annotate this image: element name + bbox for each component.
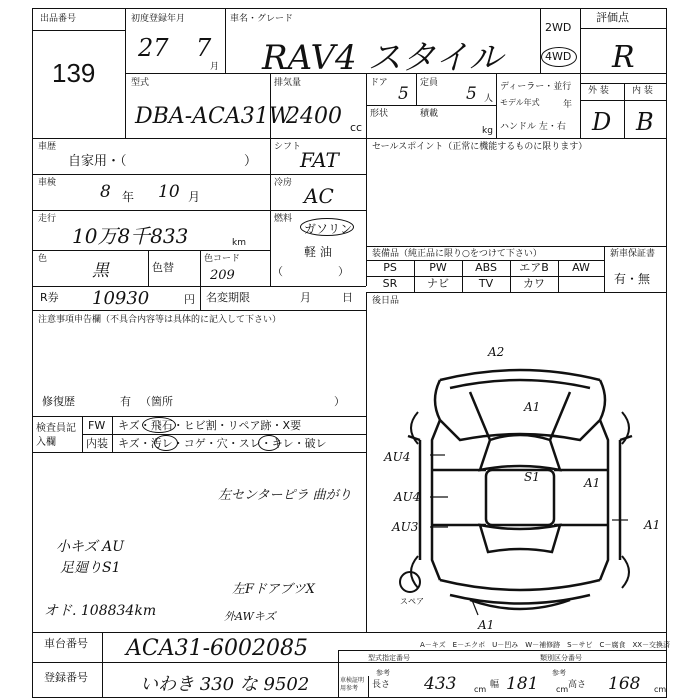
remark-3: 左FドアブツX [232,582,315,597]
diagram-label-a1-fender: A1 [584,476,601,490]
type-value: DBA-ACA31W [135,104,292,129]
interior-check-label: 内装 [86,437,108,450]
grade-label: 評価点 [596,11,629,24]
fuel-paren: （ ） [272,265,349,278]
category-label: 類別区分番号 [540,654,582,662]
fuel-diesel: 軽 油 [304,245,332,259]
damage-legend: A－キズ E－エクボ U－凹み W－補修跡 S－サビ C－腐食 XX－交換済 [420,641,671,649]
height-unit: cm [654,685,667,694]
model-year-unit: 年 [563,100,573,110]
cc-unit: cc [350,121,363,134]
r-label: R券 [40,291,59,304]
door-label: ドア [370,78,388,88]
use-value: 自家用・（ [68,154,127,169]
remark-4: オド. 108834km [44,603,157,619]
use-label: 車歴 [38,142,57,152]
diagram-label-a1-side: A1 [644,518,661,532]
first-reg-year: 27 [138,34,169,62]
type-label: 型式 [131,78,150,88]
repair-close: ） [334,395,345,408]
kg-unit: kg [482,126,493,136]
remark-1: 小キズ AU [56,539,125,555]
use-close: ） [244,154,258,169]
inspection-label: 車検 [38,178,57,188]
two-wd-label: 2WD [545,21,572,34]
exterior-grade: D [592,108,612,136]
inspector-label: 検査員記入欄 [36,423,76,448]
type-designation-label: 型式指定番号 [368,654,410,662]
inspection-month: 10 [158,182,180,202]
mileage-label: 走行 [38,214,57,224]
capacity-unit: 人 [484,94,494,104]
diagram-label-au3: AU3 [392,520,419,534]
length-label: 長さ [372,680,391,690]
color-label: 色 [38,254,48,264]
deadline-month-unit: 月 [300,291,311,304]
equipment-item: PS [383,261,397,274]
repair-label: 修復歴 [42,395,75,408]
shift-label: シフト [274,142,302,152]
notes-label: 注意事項申告欄（不具合内容等は具体的に記入して下さい） [38,315,282,325]
equipment-item: ナビ [427,277,449,290]
r-value: 10930 [92,288,150,309]
deadline-label: 名変期限 [206,291,250,304]
warranty-value: 有・無 [614,272,651,286]
inspection-month-unit: 月 [188,190,201,204]
lot-number: 139 [52,58,96,88]
deadline-day-unit: 日 [342,291,353,304]
fw-items: キズ・飛石・ヒビ割・リペア跡・X要 [118,419,302,432]
shift-value: FAT [300,148,339,172]
cert-label: 車検証明用参考 [340,677,365,692]
plate-value: いわき 330 な 9502 [140,674,310,695]
color-code-label: 色コード [204,254,241,264]
remark-0: 左センターピラ 曲がり [218,488,352,503]
sales-point-label: セールスポイント（正常に機能するものに限ります） [372,142,588,152]
capacity-label: 定員 [420,78,439,88]
width-unit: cm [556,685,569,694]
warranty-label: 新車保証書 [610,249,656,259]
width-value: 181 [506,674,539,694]
length-value: 433 [424,674,457,694]
chassis-label: 車台番号 [44,637,88,650]
color-swap-label: 色替 [152,261,174,274]
spare-label: スペア [400,597,424,606]
dealer-label: ディーラー・並行 [500,82,572,92]
grade-value: R [612,40,635,75]
fuel-label: 燃料 [274,214,293,224]
interior-grade: B [636,108,654,136]
chassis-value: ACA31-6002085 [126,636,309,661]
remark-5: 外AWキズ [224,610,276,623]
exterior-label: 外 装 [588,86,609,96]
length-unit: cm [474,685,487,694]
equipment-item: PW [429,261,447,274]
capacity-value: 5 [466,84,477,104]
remark-2: 足廻りS1 [60,560,121,576]
reference-label-2: 参考 [552,669,566,677]
door-value: 5 [398,84,409,104]
width-label: 幅 [490,680,500,690]
ac-label: 冷房 [274,178,293,188]
equipment-item: TV [478,277,494,290]
handle-label: ハンドル 左・右 [500,122,566,132]
first-reg-month: 7 [196,34,212,62]
ac-value: AC [304,184,334,208]
repair-value: 有 [120,395,131,408]
fw-label: FW [88,419,106,432]
diagram-label-a1-rear: A1 [478,618,495,632]
fuel-gas: ガソリン [304,222,353,236]
equipment-item: ABS [475,261,497,274]
shape-label: 形状 [370,109,389,119]
displacement-value: 2400 [286,104,342,129]
load-label: 積載 [420,109,439,119]
interior-items: キズ・汚レ・コゲ・穴・スレ・キレ・破レ [118,437,327,450]
interior-label: 内 装 [632,86,653,96]
model-year-label: モデル年式 [500,98,540,107]
km-unit: km [232,238,246,248]
model-grade-label: 車名・グレード [230,14,294,24]
inspection-year-unit: 年 [122,190,135,204]
diagram-label-a2: A2 [488,345,505,359]
yen-unit: 円 [184,293,195,306]
reference-label-1: 参考 [376,669,390,677]
equipment-item: AW [572,261,590,274]
color-value: 黒 [92,261,109,281]
diagram-label-au4-a: AU4 [384,450,411,464]
height-label: 高さ [568,680,587,690]
equipment-item: カワ [523,277,545,290]
displacement-label: 排気量 [274,78,302,88]
plate-label: 登録番号 [44,671,88,684]
four-wd-label: 4WD [545,50,572,63]
inspection-year: 8 [100,182,111,202]
color-code: 209 [210,268,235,283]
equipment-item: SR [382,277,398,290]
model-grade: RAV4 スタイル [262,38,503,78]
height-value: 168 [608,674,641,694]
equipment-label: 装備品（純正品に限り○をつけて下さい） [372,249,542,259]
first-reg-label: 初度登録年月 [131,14,186,24]
first-reg-month-unit: 月 [210,62,220,72]
delivery-label: 後日品 [372,296,400,306]
lot-label: 出品番号 [40,14,77,24]
mileage-value: 10万8千833 [72,224,189,248]
diagram-label-a1-hood: A1 [524,400,541,414]
repair-place: （箇所 [140,395,173,408]
diagram-label-s1: S1 [524,470,540,484]
diagram-label-au4-b: AU4 [394,490,421,504]
equipment-item: エアB [519,261,549,274]
